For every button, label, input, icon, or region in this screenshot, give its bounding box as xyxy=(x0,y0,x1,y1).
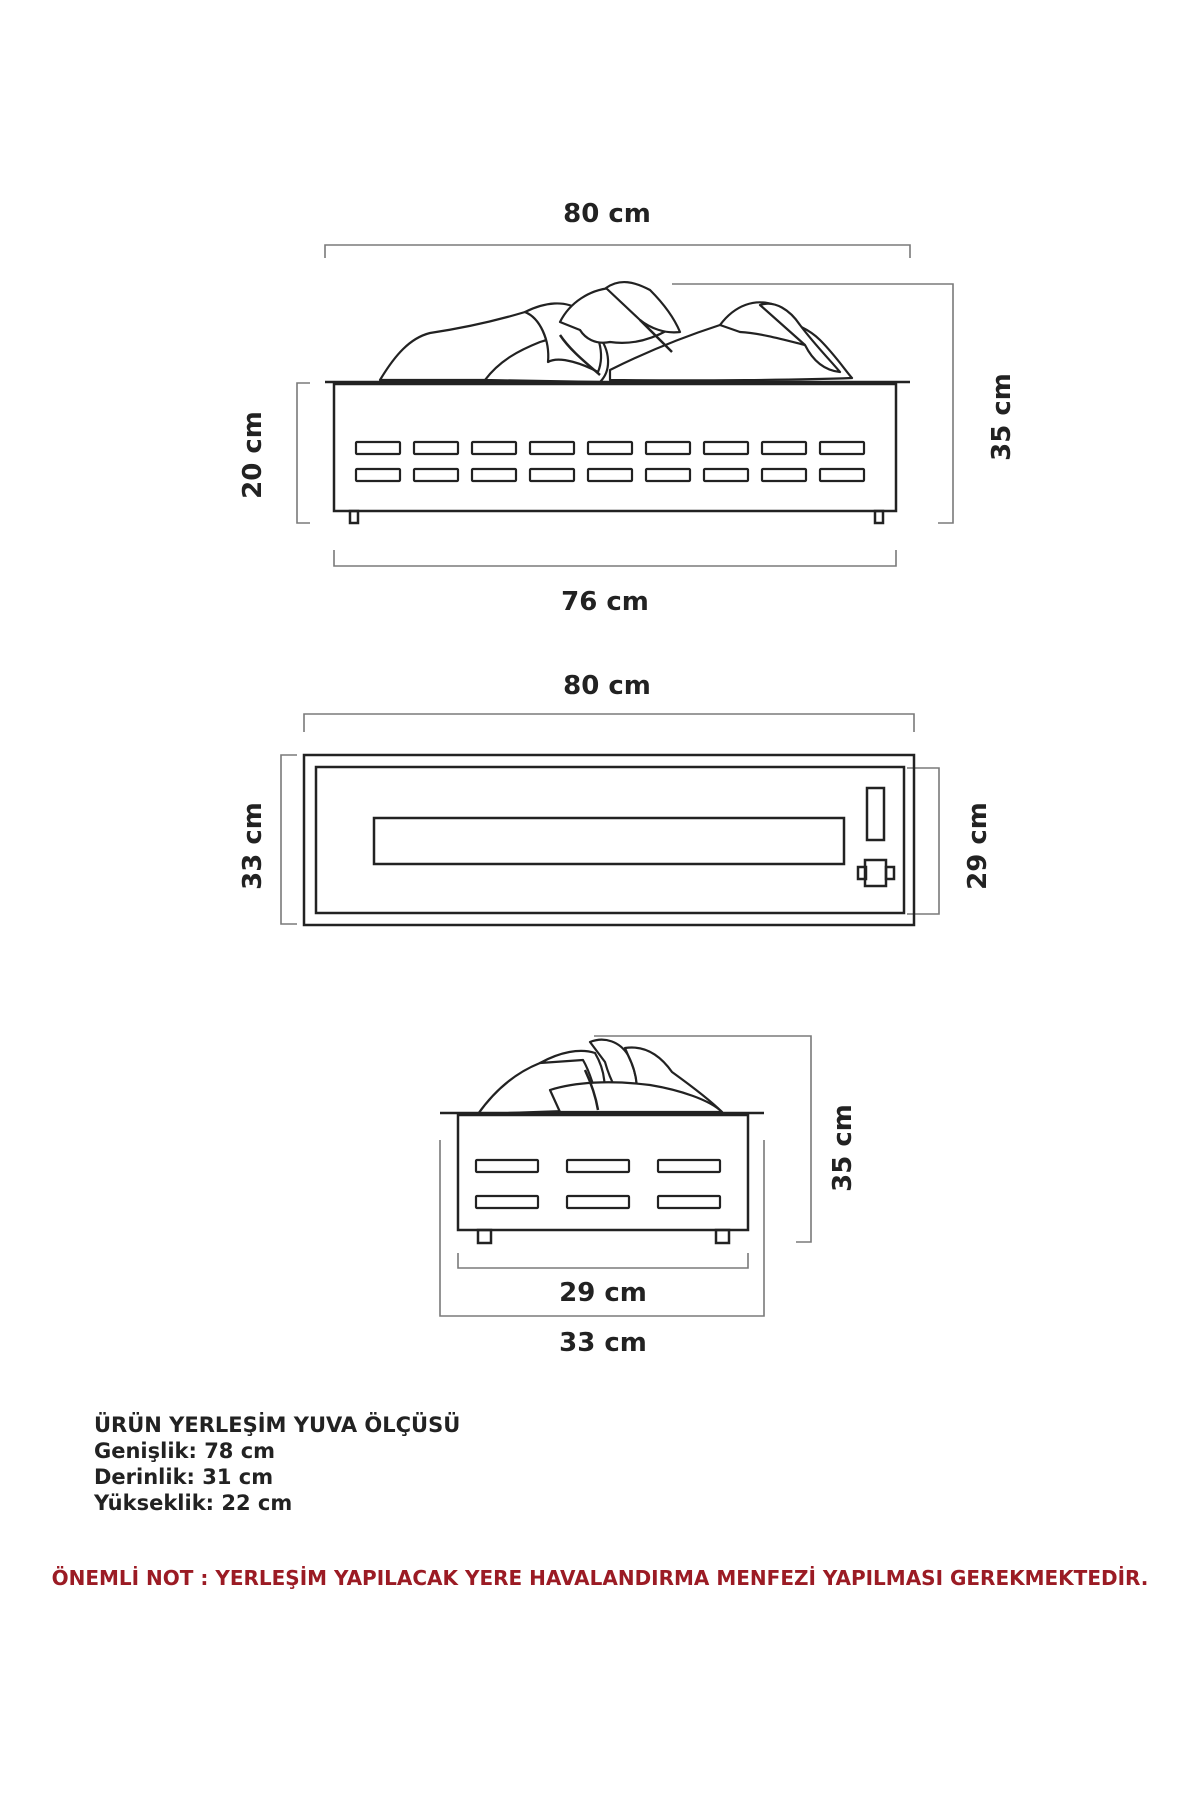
front-foot-left xyxy=(350,511,358,523)
side-foot-right xyxy=(716,1230,729,1243)
front-body-height-label: 20 cm xyxy=(238,411,268,499)
top-burner-slot xyxy=(374,818,844,864)
top-depth-label: 33 cm xyxy=(238,802,268,890)
front-base-width-label: 76 cm xyxy=(561,587,649,617)
side-height-label: 35 cm xyxy=(828,1104,858,1192)
top-control-panel xyxy=(867,788,884,840)
front-logs xyxy=(380,282,852,382)
front-top-width-line xyxy=(325,245,910,258)
front-body-height-line xyxy=(297,383,310,523)
front-vent-slots xyxy=(356,442,864,481)
top-inner-depth-label: 29 cm xyxy=(963,802,993,890)
top-outer-frame xyxy=(304,755,914,925)
top-inner-frame xyxy=(316,767,904,913)
side-inner-width-label: 29 cm xyxy=(559,1278,647,1308)
front-base-width-line xyxy=(334,550,896,566)
side-logs xyxy=(478,1040,722,1114)
side-view xyxy=(440,1036,858,1358)
spec-depth: Derinlik: 31 cm xyxy=(94,1465,274,1489)
top-inner-depth-line xyxy=(907,768,939,914)
front-total-height-label: 35 cm xyxy=(987,373,1017,461)
side-vent-slots xyxy=(476,1160,720,1208)
spec-width: Genişlik: 78 cm xyxy=(94,1439,276,1463)
important-note: ÖNEMLİ NOT : YERLEŞİM YAPILACAK YERE HAVALANDIRMA MENFEZİ YAPILMASI GEREKMEKTEDİR. xyxy=(51,1566,1149,1590)
front-foot-right xyxy=(875,511,883,523)
front-top-width-label: 80 cm xyxy=(563,199,651,229)
side-inner-width-line xyxy=(458,1253,748,1268)
side-outer-width-label: 33 cm xyxy=(559,1328,647,1358)
top-width-label: 80 cm xyxy=(563,671,651,701)
installation-spec xyxy=(94,1412,460,1516)
side-foot-left xyxy=(478,1230,491,1243)
front-view xyxy=(238,199,1017,617)
spec-height: Yükseklik: 22 cm xyxy=(94,1491,293,1515)
top-depth-line xyxy=(281,755,297,924)
top-view xyxy=(238,671,993,925)
spec-heading: ÜRÜN YERLEŞİM YUVA ÖLÇÜSÜ xyxy=(94,1413,461,1437)
top-width-line xyxy=(304,714,914,732)
top-control-knob xyxy=(858,860,894,886)
front-total-height-line xyxy=(672,284,953,523)
